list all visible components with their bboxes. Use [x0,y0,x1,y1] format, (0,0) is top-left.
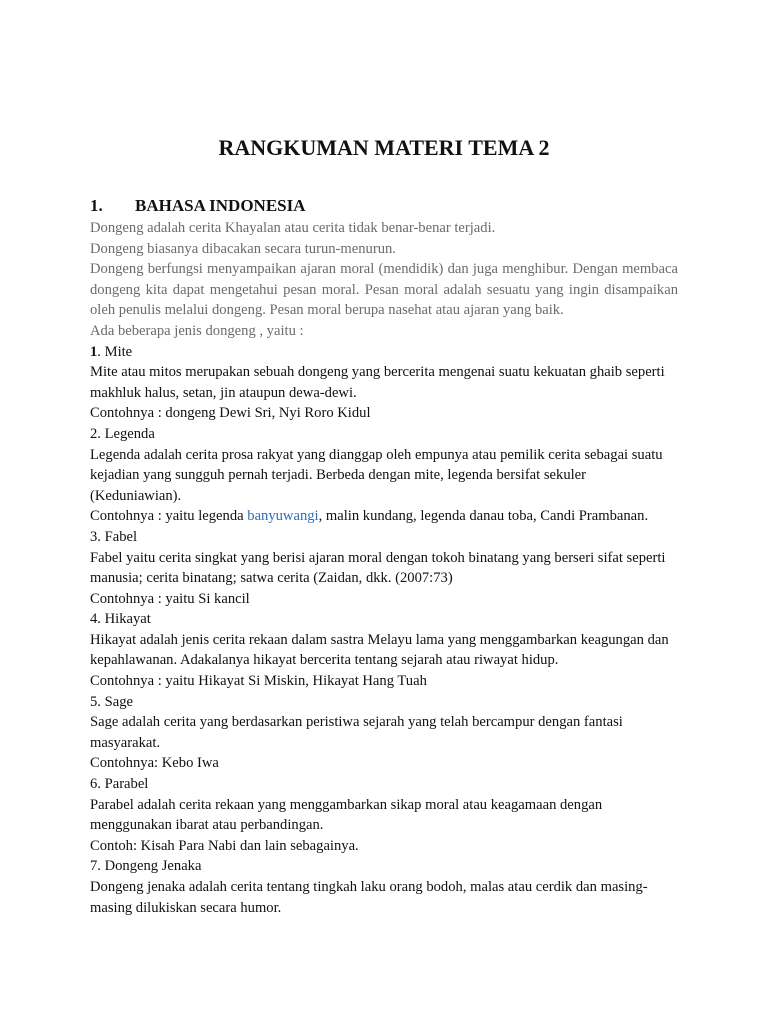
banyuwangi-link[interactable]: banyuwangi [247,508,319,525]
legenda-description: Legenda adalah cerita prosa rakyat yang dianggap oleh empunya atau pemilik cerita sebagai suatu kejadian yang sungguh pernah terjadi. Berbeda dengan mite, legenda bersifat sekuler (Keduniawian). [90,446,663,504]
mite-name: . Mite [97,343,133,360]
fabel-example: Contohnya : yaitu Si kancil [90,590,250,607]
page-title: RANGKUMAN MATERI TEMA 2 [218,135,550,160]
hikayat-heading: 4. Hikayat [90,611,151,628]
section-heading [90,195,306,217]
fabel-description: Fabel yaitu cerita singkat yang berisi ajaran moral dengan tokoh binatang yang berseri sifat seperti manusia; cerita binatang; satwa cerita (Zaidan, dkk. (2007:73) [90,549,666,587]
sage-heading: 5. Sage [90,693,133,710]
parabel-description: Parabel adalah cerita rekaan yang menggambarkan sikap moral atau keagamaan dengan menggunakan ibarat atau perbandingan. [90,796,603,834]
legenda-example [90,506,678,527]
hikayat-example: Contohnya : yaitu Hikayat Si Miskin, Hikayat Hang Tuah [90,673,427,690]
legenda-heading: 2. Legenda [90,425,155,442]
mite-example: Contohnya : dongeng Dewi Sri, Nyi Roro Kidul [90,405,371,422]
fabel-heading: 3. Fabel [90,528,138,545]
legenda-example-suffix: , malin kundang, legenda danau toba, Candi Prambanan. [318,508,649,525]
parabel-example: Contoh: Kisah Para Nabi dan lain sebagainya. [90,837,359,854]
intro-paragraph-1: Dongeng adalah cerita Khayalan atau cerita tidak benar-benar terjadi. [90,220,496,236]
hikayat-description: Hikayat adalah jenis cerita rekaan dalam sastra Melayu lama yang menggambarkan keagungan dan kepahlawanan. Adakalanya hikayat bercerita tentang sejarah atau riwayat hidup. [90,631,669,669]
mite-heading [90,342,678,363]
mite-number: 1 [90,343,98,360]
mite-description: Mite atau mitos merupakan sebuah dongeng yang bercerita mengenai suatu kekuatan ghaib seperti makhluk halus, setan, jin ataupun dewa-dewi. [90,364,665,401]
intro-paragraph-3: Dongeng berfungsi menyampaikan ajaran moral (mendidik) dan juga menghibur. Dengan membaca dongeng kita dapat mengetahui pesan moral. Pesan moral adalah sesuatu yang ingin disampaikan oleh penulis melalui dongeng. Pesan moral berupa nasehat atau ajaran yang baik. [90,261,678,319]
parabel-heading: 6. Parabel [90,776,149,793]
section-number: 1. [90,196,103,215]
intro-paragraph-4: Ada beberapa jenis dongeng , yaitu : [90,322,304,339]
sage-example: Contohnya: Kebo Iwa [90,755,219,772]
jenaka-description: Dongeng jenaka adalah cerita tentang tingkah laku orang bodoh, malas atau cerdik dan masing-masing dilukiskan secara humor. [90,879,648,916]
jenaka-heading: 7. Dongeng Jenaka [90,858,202,875]
document-body [90,218,678,918]
section-name: BAHASA INDONESIA [135,196,306,215]
intro-paragraph-2: Dongeng biasanya dibacakan secara turun-menurun. [90,240,396,257]
sage-description: Sage adalah cerita yang berdasarkan peristiwa sejarah yang telah bercampur dengan fantasi masyarakat. [90,714,623,751]
legenda-example-prefix: Contohnya : yaitu legenda [90,508,248,525]
